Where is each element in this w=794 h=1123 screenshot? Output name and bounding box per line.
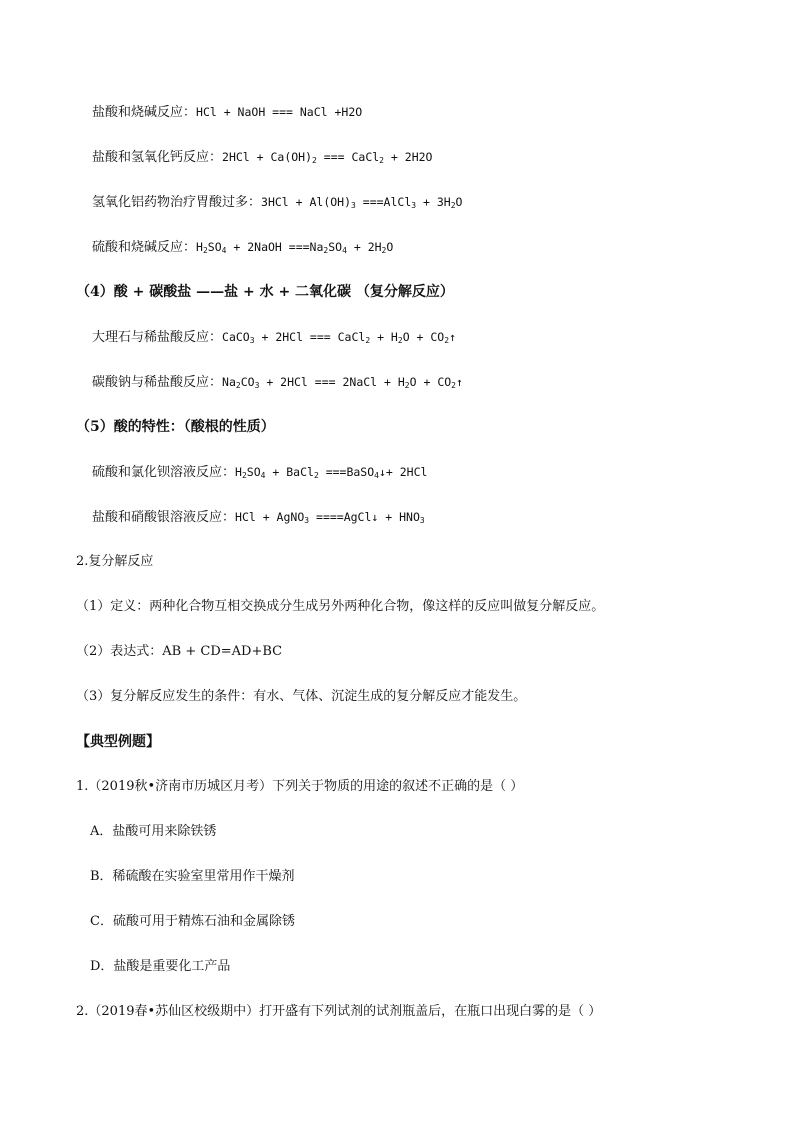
question-1-option-c: C．硫酸可用于精炼石油和金属除锈: [90, 914, 295, 929]
question-1-option-b: B．稀硫酸在实验室里常用作干燥剂: [90, 869, 295, 884]
expression-text: （2）表达式：AB + CD=AD+BC: [76, 644, 283, 659]
equation: $H_2SO_4$ + 2NaOH $===Na_2SO_4 + 2H_2O$: [196, 240, 394, 255]
equation-line-caco3-hcl: [92, 328, 456, 347]
equation-line-h2so4-naoh: [92, 238, 393, 257]
equation: $Na_2CO_3 + 2HCl$ === 2NaCl + $H_2O$ + $CO_2↑$: [222, 375, 463, 390]
equation-line-hcl-agno3: [92, 508, 425, 527]
equation-label: 盐酸和硝酸银溶液反应：: [92, 510, 236, 525]
equation: $3HCl + Al(OH)_3$ ===AlCl$_3$ + $3H_2O$: [261, 195, 463, 210]
equation: HCl + NaOH === NaCl +H2O: [196, 105, 363, 119]
equation-label: 硫酸和烧碱反应：: [92, 240, 197, 255]
equation-line-na2co3-hcl: [92, 373, 463, 392]
equation-line-h2so4-bacl2: [92, 463, 427, 482]
definition-text: （1）定义：两种化合物互相交换成分生成另外两种化合物，像这样的反应叫做复分解反应。: [76, 599, 605, 614]
equation-line-hcl-naoh: [92, 103, 362, 122]
section-heading-4: （4）酸 + 碳酸盐 ——盐 + 水 + 二氧化碳 （复分解反应）: [76, 284, 454, 300]
equation-label: 硫酸和氯化钡溶液反应：: [92, 465, 236, 480]
section-title-double-decomposition: 2.复分解反应: [76, 554, 154, 569]
examples-heading: 【典型例题】: [76, 734, 160, 750]
question-1-option-a: A．盐酸可用来除铁锈: [90, 824, 217, 839]
equation-label: 大理石与稀盐酸反应：: [92, 330, 223, 345]
question-1: 1.（2019秋•济南市历城区月考）下列关于物质的用途的叙述不正确的是（ ）: [76, 779, 524, 794]
equation-label: 盐酸和烧碱反应：: [92, 105, 197, 120]
question-2: 2.（2019春•苏仙区校级期中）打开盛有下列试剂的试剂瓶盖后，在瓶口出现白雾的是（ ）: [76, 1004, 602, 1019]
equation-line-hcl-aloh3: [92, 193, 462, 212]
equation: HCl + AgNO$_3$ ====AgCl↓ + $HNO_3$: [235, 510, 425, 525]
equation: $H_2SO_4$ + BaCl$_2$ ===BaSO$_4$↓+ 2HCl: [235, 465, 428, 480]
equation-label: 氢氧化铝药物治疗胃酸过多：: [92, 195, 262, 210]
equation: CaCO$_3$ + 2HCl === CaCl$_2$ + $H_2O$ + $CO_2↑$: [222, 330, 456, 345]
equation-line-hcl-caoh2: [92, 148, 432, 167]
section-heading-5: （5）酸的特性：（酸根的性质）: [76, 419, 275, 435]
equation-label: 碳酸钠与稀盐酸反应：: [92, 375, 223, 390]
equation-label: 盐酸和氢氧化钙反应：: [92, 150, 223, 165]
question-1-option-d: D．盐酸是重要化工产品: [90, 959, 231, 974]
condition-text: （3）复分解反应发生的条件：有水、气体、沉淀生成的复分解反应才能发生。: [76, 689, 527, 704]
equation: $2HCl + Ca(OH)_2$ === CaCl$_2$ + 2H2O: [222, 150, 433, 165]
